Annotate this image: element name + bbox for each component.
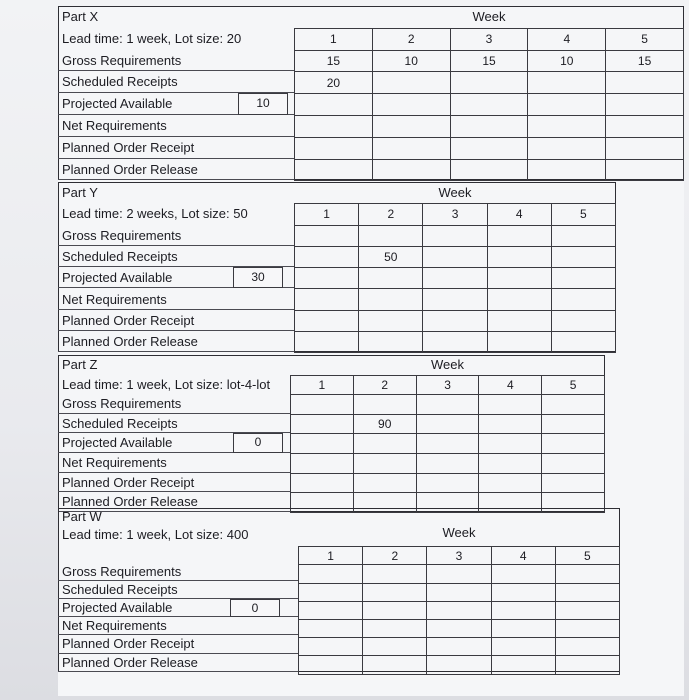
part-x-row-label: Gross Requirements	[58, 50, 294, 72]
part-w-cell	[555, 656, 619, 674]
part-z-cell	[291, 453, 354, 473]
part-x-row-label: Projected Available	[58, 93, 294, 115]
part-y-params: Lead time: 2 weeks, Lot size: 50	[62, 206, 248, 222]
part-z-row-label: Projected Available	[58, 433, 290, 453]
part-y-row-label: Projected Available	[58, 267, 294, 288]
part-y-cell	[487, 289, 551, 310]
part-w-week-number: 5	[555, 547, 619, 565]
part-z-cell: 90	[353, 414, 416, 434]
part-z-week-number: 3	[416, 375, 479, 395]
part-x-grid-row	[295, 94, 684, 116]
part-y-cell	[487, 246, 551, 267]
part-x-section	[58, 6, 684, 180]
part-y-row-label: Gross Requirements	[58, 225, 294, 246]
part-y-grid-row	[295, 204, 616, 225]
part-w-cell	[299, 565, 363, 583]
part-w-cell	[299, 656, 363, 674]
part-w-cell	[491, 619, 555, 637]
part-z-cell	[291, 473, 354, 493]
part-y-cell	[487, 310, 551, 331]
part-x-cell: 10	[528, 50, 606, 72]
part-x-week-number: 1	[295, 28, 373, 50]
part-x-cell	[372, 159, 450, 181]
part-z-initial-available: 0	[233, 433, 283, 453]
part-y-section	[58, 182, 684, 352]
part-x-cell	[450, 115, 528, 137]
part-x-row-label: Planned Order Release	[58, 159, 294, 181]
part-w-row-label: Planned Order Release	[58, 654, 298, 672]
part-y-week-number: 3	[423, 204, 487, 225]
part-y-week-number: 2	[359, 204, 423, 225]
part-x-cell	[372, 94, 450, 116]
part-w-week-number: 3	[427, 547, 491, 565]
part-y-cell	[359, 310, 423, 331]
part-z-week-number: 5	[542, 375, 605, 395]
part-z-cell	[479, 453, 542, 473]
part-w-cell	[427, 583, 491, 601]
part-x-params: Lead time: 1 week, Lot size: 20	[62, 30, 242, 46]
part-z-cell	[416, 395, 479, 415]
part-y-cell	[295, 310, 359, 331]
part-w-cell	[427, 601, 491, 619]
part-w-grid-row	[299, 583, 620, 601]
part-w-cell	[491, 638, 555, 656]
part-x-cell	[295, 159, 373, 181]
part-z-cell	[353, 395, 416, 415]
part-w-cell	[299, 619, 363, 637]
part-x-cell	[606, 115, 684, 137]
mrp-worksheet	[58, 6, 684, 696]
part-z-cell	[542, 395, 605, 415]
part-y-cell	[359, 289, 423, 310]
part-x-row-label: Planned Order Receipt	[58, 137, 294, 159]
part-w-row-label: Net Requirements	[58, 617, 298, 635]
part-z-row-label: Planned Order Release	[58, 492, 290, 512]
part-x-week-number: 4	[528, 28, 606, 50]
part-y-cell	[295, 225, 359, 246]
part-y-cell	[487, 332, 551, 353]
part-y-initial-available: 30	[233, 267, 283, 288]
part-x-cell	[528, 159, 606, 181]
part-w-row-label: Gross Requirements	[58, 563, 298, 581]
part-x-cell: 15	[450, 50, 528, 72]
part-x-cell	[528, 72, 606, 94]
part-w-cell	[491, 656, 555, 674]
part-z-cell	[416, 453, 479, 473]
part-y-cell	[423, 246, 487, 267]
part-y-week-number: 5	[551, 204, 615, 225]
part-w-cell	[555, 565, 619, 583]
part-y-grid-row	[295, 289, 616, 310]
part-w-cell	[363, 601, 427, 619]
part-y-cell	[423, 225, 487, 246]
part-z-cell	[542, 453, 605, 473]
part-y-cell	[359, 268, 423, 289]
part-x-cell	[528, 94, 606, 116]
part-y-week-number: 1	[295, 204, 359, 225]
part-y-week-number: 4	[487, 204, 551, 225]
part-x-cell	[606, 72, 684, 94]
part-w-cell	[555, 601, 619, 619]
part-w-cell	[555, 638, 619, 656]
part-x-cell	[450, 94, 528, 116]
part-z-grid-row	[291, 375, 605, 395]
part-w-cell	[427, 619, 491, 637]
part-x-grid-row	[295, 28, 684, 50]
part-w-cell	[427, 565, 491, 583]
part-z-cell	[353, 453, 416, 473]
part-w-grid-row	[299, 565, 620, 583]
part-z-cell	[542, 434, 605, 454]
part-w-section	[58, 508, 684, 672]
part-z-section	[58, 355, 684, 512]
part-z-cell	[479, 395, 542, 415]
part-z-week-number: 4	[479, 375, 542, 395]
part-y-grid	[294, 203, 616, 353]
part-y-cell	[295, 268, 359, 289]
part-w-grid-row	[299, 656, 620, 674]
part-w-row-label: Scheduled Receipts	[58, 581, 298, 599]
part-w-initial-available: 0	[230, 599, 280, 617]
part-x-cell	[295, 137, 373, 159]
part-w-cell	[491, 601, 555, 619]
part-x-cell	[372, 72, 450, 94]
part-x-cell	[295, 115, 373, 137]
part-z-cell	[353, 473, 416, 493]
part-x-cell	[450, 137, 528, 159]
part-w-cell	[363, 583, 427, 601]
part-x-cell	[450, 159, 528, 181]
part-x-name: Part X	[62, 9, 99, 24]
part-z-week-label: Week	[431, 357, 464, 372]
part-x-cell: 15	[606, 50, 684, 72]
part-y-cell: 50	[359, 246, 423, 267]
part-z-cell	[416, 434, 479, 454]
part-x-row-label: Scheduled Receipts	[58, 71, 294, 93]
part-z-params: Lead time: 1 week, Lot size: lot-4-lot	[62, 376, 271, 392]
part-y-name: Part Y	[62, 185, 98, 200]
part-y-cell	[359, 332, 423, 353]
part-y-cell	[551, 268, 615, 289]
part-x-cell	[528, 115, 606, 137]
part-w-cell	[363, 619, 427, 637]
part-w-cell	[299, 583, 363, 601]
part-x-week-number: 3	[450, 28, 528, 50]
part-z-cell	[542, 414, 605, 434]
part-y-cell	[423, 332, 487, 353]
part-x-week-number: 2	[372, 28, 450, 50]
part-y-cell	[487, 268, 551, 289]
part-y-grid-row	[295, 246, 616, 267]
part-x-cell	[606, 137, 684, 159]
part-z-cell	[479, 473, 542, 493]
part-z-cell	[479, 414, 542, 434]
part-z-row-label: Scheduled Receipts	[58, 414, 290, 434]
part-x-cell	[372, 137, 450, 159]
part-y-cell	[295, 289, 359, 310]
part-w-cell	[299, 638, 363, 656]
part-z-cell	[479, 434, 542, 454]
part-y-row-label: Planned Order Receipt	[58, 310, 294, 331]
part-z-cell	[416, 473, 479, 493]
part-z-grid-row	[291, 473, 605, 493]
part-x-week-number: 5	[606, 28, 684, 50]
part-z-cell	[416, 414, 479, 434]
part-x-cell	[372, 115, 450, 137]
part-w-grid-row	[299, 547, 620, 565]
part-y-grid-row	[295, 332, 616, 353]
part-x-cell	[606, 94, 684, 116]
part-x-grid-row	[295, 137, 684, 159]
part-z-grid-row	[291, 414, 605, 434]
part-y-cell	[423, 289, 487, 310]
part-w-week-number: 4	[491, 547, 555, 565]
part-x-cell	[606, 159, 684, 181]
part-z-grid-row	[291, 453, 605, 473]
part-w-cell	[491, 565, 555, 583]
part-x-cell	[450, 72, 528, 94]
part-y-grid-row	[295, 310, 616, 331]
part-w-grid	[298, 546, 620, 674]
part-w-cell	[491, 583, 555, 601]
part-y-cell	[551, 310, 615, 331]
part-x-grid-row	[295, 115, 684, 137]
part-z-grid	[290, 375, 605, 513]
part-w-cell	[363, 565, 427, 583]
part-w-cell	[363, 656, 427, 674]
part-y-cell	[551, 225, 615, 246]
part-w-grid-row	[299, 619, 620, 637]
part-x-grid-row	[295, 159, 684, 181]
part-z-cell	[542, 473, 605, 493]
part-x-cell: 20	[295, 72, 373, 94]
part-w-row-label: Projected Available	[58, 599, 298, 617]
part-x-initial-available: 10	[238, 93, 288, 115]
part-w-cell	[427, 656, 491, 674]
part-y-row-label: Planned Order Release	[58, 331, 294, 352]
part-z-cell	[291, 414, 354, 434]
part-y-cell	[423, 268, 487, 289]
part-w-name: Part W	[62, 509, 102, 524]
part-y-cell	[295, 246, 359, 267]
part-x-grid	[294, 28, 684, 182]
part-w-row-label: Planned Order Receipt	[58, 635, 298, 653]
part-z-row-label: Net Requirements	[58, 453, 290, 473]
part-w-week-number: 2	[363, 547, 427, 565]
part-y-cell	[551, 289, 615, 310]
part-z-week-number: 1	[291, 375, 354, 395]
part-z-cell	[291, 395, 354, 415]
part-x-cell	[528, 137, 606, 159]
part-y-cell	[551, 332, 615, 353]
part-x-row-label: Net Requirements	[58, 115, 294, 137]
part-x-cell: 15	[295, 50, 373, 72]
part-w-grid-row	[299, 601, 620, 619]
part-z-row-label: Planned Order Receipt	[58, 473, 290, 493]
part-x-cell	[295, 94, 373, 116]
part-y-cell	[487, 225, 551, 246]
part-z-row-label: Gross Requirements	[58, 394, 290, 414]
part-y-cell	[295, 332, 359, 353]
part-y-cell	[423, 310, 487, 331]
part-z-grid-row	[291, 434, 605, 454]
part-x-week-label: Week	[472, 9, 506, 24]
part-z-week-number: 2	[353, 375, 416, 395]
part-y-row-label: Scheduled Receipts	[58, 246, 294, 267]
part-x-grid-row	[295, 50, 684, 72]
part-w-cell	[555, 583, 619, 601]
part-w-cell	[363, 638, 427, 656]
part-z-cell	[291, 434, 354, 454]
part-x-grid-row	[295, 72, 684, 94]
part-z-name: Part Z	[62, 357, 98, 372]
part-y-grid-row	[295, 225, 616, 246]
part-w-cell	[555, 619, 619, 637]
part-y-grid-row	[295, 268, 616, 289]
part-w-grid-row	[299, 638, 620, 656]
part-z-cell	[353, 434, 416, 454]
part-y-cell	[359, 225, 423, 246]
part-w-params: Lead time: 1 week, Lot size: 400	[62, 527, 249, 543]
part-z-grid-row	[291, 395, 605, 415]
part-w-cell	[299, 601, 363, 619]
part-w-week-label: Week	[442, 525, 476, 541]
part-w-cell	[427, 638, 491, 656]
part-x-cell: 10	[372, 50, 450, 72]
part-y-cell	[551, 246, 615, 267]
part-w-week-number: 1	[299, 547, 363, 565]
part-y-row-label: Net Requirements	[58, 289, 294, 310]
part-y-week-label: Week	[438, 185, 472, 200]
